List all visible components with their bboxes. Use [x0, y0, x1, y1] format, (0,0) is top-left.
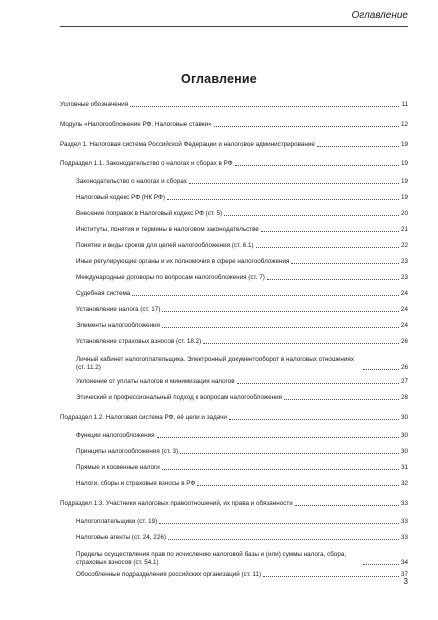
dot-leader: [267, 279, 399, 280]
toc-entry-page: 19: [400, 141, 408, 148]
toc-entry[interactable]: [60, 101, 408, 109]
toc-entry-page: 31: [400, 464, 408, 471]
toc-entry-row: [60, 101, 408, 109]
dot-leader: [284, 399, 399, 400]
toc-entry-title: Этический и профессиональный подход к вопросам налогообложения: [76, 394, 283, 401]
toc-entry-title: Условные обозначения: [60, 101, 129, 108]
toc-entry-page: 22: [400, 242, 408, 249]
dot-leader: [203, 343, 399, 344]
dot-leader: [189, 183, 399, 184]
toc-entry-row: [60, 338, 408, 346]
toc-entry[interactable]: [60, 322, 408, 330]
toc-entry-title: Уклонение от уплаты налогов и минимизация налогов: [76, 378, 235, 385]
toc-entry[interactable]: [60, 414, 408, 422]
toc-entry-title: Установление страховых взносов (ст. 18.2): [76, 338, 202, 345]
page-title: Оглавление: [181, 72, 257, 86]
toc-entry-title: Международные договоры по вопросам налогообложения (ст. 7): [76, 274, 265, 281]
toc-entry[interactable]: [60, 394, 408, 402]
toc-entry[interactable]: [60, 121, 408, 129]
toc-entry-row: [60, 258, 408, 266]
dot-leader: [130, 106, 399, 107]
dot-leader: [214, 126, 399, 127]
toc-entry[interactable]: [60, 210, 408, 218]
dot-leader: [180, 453, 399, 454]
toc-entry[interactable]: [60, 178, 408, 186]
toc-entry-title: Подраздел 1.3. Участники налоговых правоотношений, их права и обязанности: [60, 500, 293, 507]
toc-entry-row: [60, 178, 408, 186]
dot-leader: [167, 199, 399, 200]
toc-entry-title: Модуль «Налогообложение РФ. Налоговые ставки»: [60, 121, 212, 128]
dot-leader: [291, 263, 399, 264]
toc-entry[interactable]: [60, 226, 408, 234]
dot-leader: [168, 539, 399, 540]
dot-leader: [295, 505, 399, 506]
dot-leader: [261, 231, 399, 232]
dot-leader: [157, 437, 399, 438]
toc-entry-row: [60, 226, 408, 234]
toc-entry-title: Пределы осуществления прав по исчислению налоговой базы и (или) суммы налога, сбора, страховых взносов (ст. 54.1): [76, 551, 347, 566]
toc-entry-row: [60, 194, 408, 202]
toc-entry-row: [60, 322, 408, 330]
toc-entry-row: [60, 141, 408, 149]
toc-entry-row: [60, 500, 408, 508]
toc-entry-row: [60, 121, 408, 129]
dot-leader: [132, 295, 399, 296]
toc-entry-title: Установление налога (ст. 17): [76, 306, 161, 313]
toc-entry-page: 11: [401, 101, 408, 108]
toc-entry-page: 23: [400, 258, 408, 265]
toc-entry[interactable]: [60, 480, 408, 488]
toc-entry[interactable]: [60, 551, 408, 567]
toc-entry-title: Понятие и виды сроков для целей налогообложения (ст. 6.1): [76, 242, 254, 249]
dot-leader: [229, 419, 399, 420]
toc-entry[interactable]: [60, 338, 408, 346]
toc-entry-title: Раздел 1. Налоговая система Российской Федерации и налоговое администрирование: [60, 141, 315, 148]
toc-entry-page: 19: [400, 178, 408, 185]
toc-entry-page: 19: [400, 194, 408, 201]
toc-entry-page: 19: [400, 160, 408, 167]
toc-entry-title: Судебная система: [76, 290, 131, 297]
header-rule: [60, 26, 408, 27]
dot-leader: [363, 564, 399, 565]
dot-leader: [263, 576, 399, 577]
toc-entry-title: Иные регулирующие органы и их полномочия в сфере налогообложения: [76, 258, 290, 265]
toc-entry-page: 33: [400, 518, 408, 525]
toc-entry-row: [60, 378, 408, 386]
toc-entry-row: [60, 274, 408, 282]
toc-entry[interactable]: [60, 306, 408, 314]
toc-entry[interactable]: [60, 448, 408, 456]
toc-entry-row: [60, 571, 408, 579]
dot-leader: [162, 327, 399, 328]
dot-leader: [224, 215, 399, 216]
toc-entry[interactable]: [60, 290, 408, 298]
toc-entry-title: Налоговый кодекс РФ (НК РФ): [76, 194, 165, 201]
toc-entry-title: Налоговые агенты (ст. 24, 226): [76, 534, 166, 541]
toc-entry-page: 24: [400, 322, 408, 329]
dot-leader: [317, 146, 399, 147]
toc-entry-row: [60, 432, 408, 440]
toc-entry-title: Элементы налогообложения: [76, 322, 160, 329]
toc-entry[interactable]: [60, 378, 408, 386]
toc-entry-page: 27: [400, 378, 408, 385]
toc-entry-row: [60, 210, 408, 218]
toc-entry-page: 26: [400, 338, 408, 345]
toc-entry-page: 30: [400, 414, 408, 421]
toc-entry-row: [60, 551, 408, 567]
toc-entry[interactable]: [60, 464, 408, 472]
toc-entry-title: Налоги, сборы и страховые взносы в РФ: [76, 480, 196, 487]
toc-entry-page: 12: [400, 121, 408, 128]
toc-entry-row: [60, 160, 408, 168]
toc-entry-page: 24: [400, 306, 408, 313]
toc-entry-row: [60, 518, 408, 526]
toc-entry-page: 34: [400, 559, 408, 566]
toc-entry[interactable]: [60, 141, 408, 149]
toc-entry-title: Налогоплательщики (ст. 19): [76, 518, 158, 525]
toc-entry-page: 37: [400, 571, 408, 578]
dot-leader: [162, 469, 399, 470]
toc-entry-row: [60, 480, 408, 488]
toc-entry-row: [60, 242, 408, 250]
toc-entry[interactable]: [60, 242, 408, 250]
toc-entry-page: 32: [400, 480, 408, 487]
dot-leader: [237, 383, 399, 384]
toc-entry-title: Прямые и косвенные налоги: [76, 464, 160, 471]
toc-entry-title: Личный кабинет налогоплательщика. Электронный документооборот в налоговых отношениях (ст. 11.2): [76, 356, 354, 371]
toc-entry-title: Функции налогообложения: [76, 432, 155, 439]
toc-entry-row: [60, 290, 408, 298]
dot-leader: [235, 165, 399, 166]
toc-entry-page: 30: [400, 448, 408, 455]
toc-entry-title: Подраздел 1.2. Налоговая система РФ, её цели и задачи: [60, 414, 227, 421]
page-number: 3: [403, 577, 408, 586]
dot-leader: [197, 485, 399, 486]
dot-leader: [159, 523, 399, 524]
toc-entry-title: Институты, понятия и термины в налоговом законодательстве: [76, 226, 259, 233]
toc-entry-page: 28: [400, 394, 408, 401]
toc-entry[interactable]: [60, 356, 408, 372]
running-head: Оглавление: [351, 10, 408, 21]
toc-entry-page: 21: [400, 226, 408, 233]
toc-entry-page: 26: [400, 364, 408, 371]
toc-entry[interactable]: [60, 518, 408, 526]
toc-entry-title: Подраздел 1.1. Законодательство о налогах и сборах в РФ: [60, 160, 233, 167]
dot-leader: [256, 247, 399, 248]
toc-entry[interactable]: [60, 274, 408, 282]
toc-entry[interactable]: [60, 534, 408, 542]
toc-entry[interactable]: [60, 571, 408, 579]
toc-entry-page: 33: [400, 500, 408, 507]
dot-leader: [162, 311, 399, 312]
toc-entry-page: 24: [400, 290, 408, 297]
toc-entry-row: [60, 306, 408, 314]
toc-entry-row: [60, 414, 408, 422]
toc-entry-row: [60, 448, 408, 456]
toc-entry-row: [60, 394, 408, 402]
toc-entry-title: Законодательство о налогах и сборах: [76, 178, 187, 185]
toc-entry-row: [60, 464, 408, 472]
toc-entry[interactable]: [60, 432, 408, 440]
toc-entry[interactable]: [60, 258, 408, 266]
toc-entry-page: 20: [400, 210, 408, 217]
toc-entry-page: 30: [400, 432, 408, 439]
toc-entry-title: Принципы налогообложения (ст. 3): [76, 448, 179, 455]
toc-entry-row: [60, 534, 408, 542]
toc-entry[interactable]: [60, 160, 408, 168]
toc-entry[interactable]: [60, 194, 408, 202]
toc-entry[interactable]: [60, 500, 408, 508]
dot-leader: [363, 369, 399, 370]
toc-entry-row: [60, 356, 408, 372]
toc-entry-page: 23: [400, 274, 408, 281]
toc-entry-title: Обособленные подразделения российских организаций (ст. 11): [76, 571, 262, 578]
toc-entry-title: Внесение поправок в Налоговый кодекс РФ (ст. 5): [76, 210, 223, 217]
toc-entry-page: 33: [400, 534, 408, 541]
